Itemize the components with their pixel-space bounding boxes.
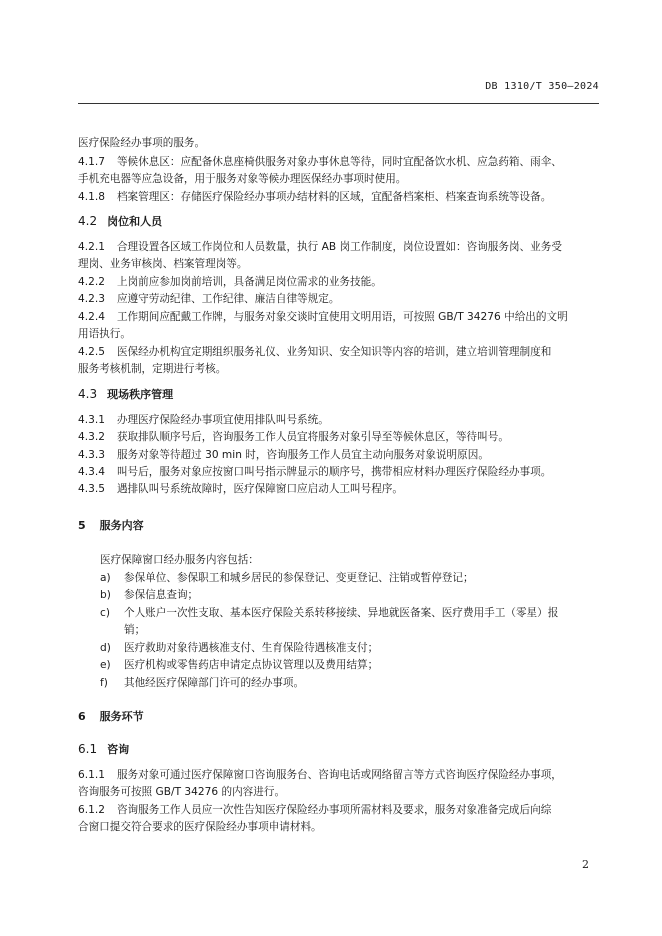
clause-number: 4.2.1: [78, 241, 105, 253]
list-item-text: 个人账户一次性支取、基本医疗保险关系转移接续、异地就医备案、医疗费用手工（零星）报: [124, 607, 559, 619]
section-heading-4-2: [78, 214, 162, 229]
clause-line: [78, 240, 562, 254]
clause-number: 4.2.2: [78, 276, 105, 288]
section-heading-6-1: [78, 742, 129, 757]
section-heading-4-3: [78, 387, 173, 402]
chapter-number: 6: [78, 710, 86, 723]
text-line: 服务考核机制，定期进行考核。: [78, 363, 227, 375]
clause-text: 档案管理区：存储医疗保险经办事项办结材料的区域，宜配备档案柜、档案查询系统等设备。: [116, 191, 552, 203]
chapter-heading-5: [78, 519, 144, 533]
clause-line: [78, 190, 551, 204]
list-marker: c): [100, 607, 110, 619]
clause-number: 4.3.5: [78, 483, 105, 495]
clause-text: 上岗前应参加岗前培训，具备满足岗位需求的业务技能。: [116, 276, 382, 288]
clause-line: [78, 310, 568, 324]
section-number: 4.2: [78, 214, 98, 228]
clause-text: 办理医疗保险经办事项宜使用排队叫号系统。: [116, 414, 329, 426]
clause-number: 4.1.8: [78, 191, 105, 203]
clause-number: 6.1.2: [78, 804, 105, 816]
page-number: 2: [582, 858, 589, 871]
chapter-number: 5: [78, 519, 86, 532]
clause-line: [78, 292, 339, 306]
clause-text: 合理设置各区域工作岗位和人员数量，执行 AB 岗工作制度，岗位设置如：咨询服务岗、业务受: [116, 241, 562, 253]
list-item-text: 医疗救助对象待遇核准支付、生育保险待遇核准支付；: [124, 642, 379, 654]
clause-line: [78, 345, 551, 359]
clause-text: 工作期间应配戴工作牌，与服务对象交谈时宜使用文明用语，可按照 GB/T 34276 中给出的文明: [116, 311, 568, 323]
clause-text: 医保经办机构宜定期组织服务礼仪、业务知识、安全知识等内容的培训，建立培训管理制度和: [116, 346, 552, 358]
clause-line: [78, 275, 382, 289]
clause-number: 4.3.3: [78, 449, 105, 461]
clause-number: 4.1.7: [78, 156, 105, 168]
list-marker: a): [100, 572, 111, 584]
list-item-text: 医疗机构或零售药店申请定点协议管理以及费用结算；: [124, 659, 379, 671]
clause-text: 获取排队顺序号后，咨询服务工作人员宜将服务对象引导至等候休息区，等待叫号。: [116, 431, 509, 443]
clause-line: [78, 413, 329, 427]
clause-number: 4.3.2: [78, 431, 105, 443]
clause-line: [78, 803, 551, 817]
clause-number: 4.2.3: [78, 293, 105, 305]
clause-line: [78, 465, 551, 479]
text-line: 医疗保障窗口经办服务内容包括：: [100, 554, 259, 566]
list-item-text: 其他经医疗保障部门许可的经办事项。: [124, 677, 305, 689]
chapter-title: 服务环节: [99, 710, 144, 723]
clause-number: 4.2.4: [78, 311, 105, 323]
clause-line: [78, 430, 509, 444]
clause-number: 6.1.1: [78, 769, 105, 781]
clause-line: [78, 155, 562, 169]
list-marker: f): [100, 677, 108, 689]
list-item-text: 参保单位、参保职工和城乡居民的参保登记、变更登记、注销或暂停登记；: [124, 572, 474, 584]
text-line: 医疗保险经办事项的服务。: [78, 137, 206, 149]
section-number: 6.1: [78, 742, 98, 756]
clause-text: 等候休息区：应配备休息座椅供服务对象办事休息等待，同时宜配备饮水机、应急药箱、雨伞、: [116, 156, 562, 168]
list-item-text: 销；: [124, 624, 146, 636]
section-title: 现场秩序管理: [107, 388, 174, 401]
clause-text: 叫号后，服务对象应按窗口叫号指示牌显示的顺序号，携带相应材料办理医疗保险经办事项。: [116, 466, 552, 478]
clause-line: [78, 448, 489, 462]
text-line: 用语执行。: [78, 328, 131, 340]
document-code: DB 1310/T 350—2024: [485, 81, 599, 92]
clause-text: 服务对象等待超过 30 min 时，咨询服务工作人员宜主动向服务对象说明原因。: [116, 449, 489, 461]
clause-line: [78, 482, 403, 496]
text-line: 手机充电器等应急设备，用于服务对象等候办理医保经办事项时使用。: [78, 173, 407, 185]
chapter-title: 服务内容: [99, 519, 144, 532]
text-line: 咨询服务可按照 GB/T 34276 的内容进行。: [78, 786, 286, 798]
clause-text: 服务对象可通过医疗保障窗口咨询服务台、咨询电话或网络留言等方式咨询医疗保险经办事项，: [116, 769, 562, 781]
clause-line: [78, 768, 562, 782]
chapter-heading-6: [78, 710, 144, 724]
clause-number: 4.3.1: [78, 414, 105, 426]
clause-number: 4.2.5: [78, 346, 105, 358]
text-line: 理岗、业务审核岗、档案管理岗等。: [78, 258, 248, 270]
list-marker: d): [100, 642, 111, 654]
list-marker: e): [100, 659, 111, 671]
section-number: 4.3: [78, 387, 98, 401]
section-title: 岗位和人员: [107, 215, 163, 228]
clause-text: 应遵守劳动纪律、工作纪律、廉洁自律等规定。: [116, 293, 340, 305]
section-title: 咨询: [107, 743, 130, 756]
text-line: 合窗口提交符合要求的医疗保险经办事项申请材料。: [78, 821, 322, 833]
list-item-text: 参保信息查询；: [124, 589, 199, 601]
list-marker: b): [100, 589, 111, 601]
clause-text: 遇排队叫号系统故障时，医疗保障窗口应启动人工叫号程序。: [116, 483, 403, 495]
header-rule: [78, 103, 599, 104]
clause-number: 4.3.4: [78, 466, 105, 478]
clause-text: 咨询服务工作人员应一次性告知医疗保险经办事项所需材料及要求，服务对象准备完成后向综: [116, 804, 552, 816]
